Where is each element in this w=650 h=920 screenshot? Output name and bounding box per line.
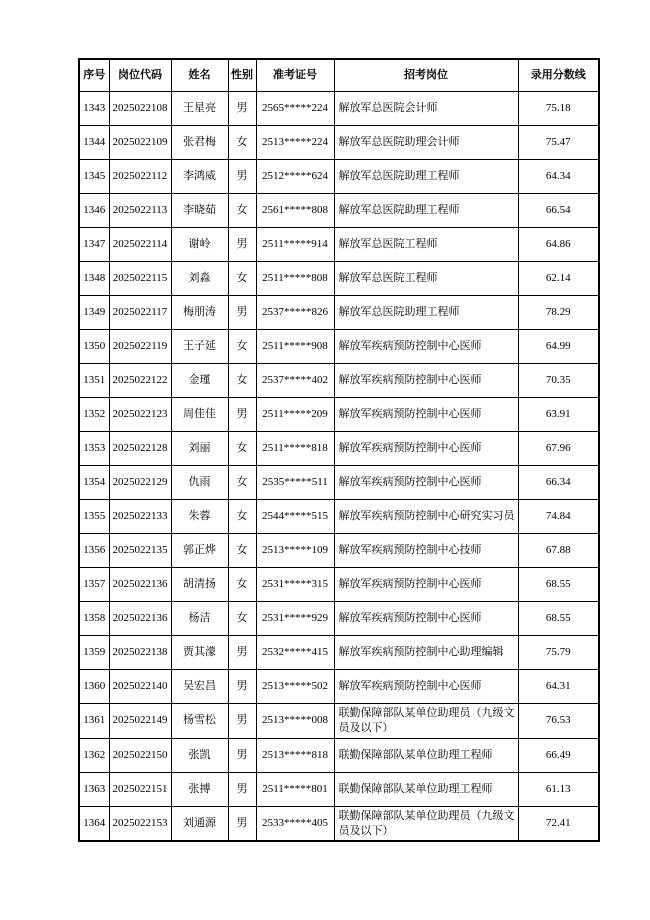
cell-gender: 男 [228, 670, 256, 704]
cell-serial: 1351 [79, 364, 109, 398]
table-row [79, 330, 599, 364]
cell-score: 64.34 [518, 160, 599, 194]
cell-score: 67.88 [518, 534, 599, 568]
cell-position-code: 2025022119 [109, 330, 171, 364]
table-row [79, 432, 599, 466]
cell-score: 70.35 [518, 364, 599, 398]
cell-serial: 1363 [79, 772, 109, 806]
cell-position: 解放军疾病预防控制中心医师 [334, 568, 518, 602]
cell-score: 75.47 [518, 126, 599, 160]
cell-position: 解放军总医院工程师 [334, 262, 518, 296]
cell-exam-number: 2535*****511 [256, 466, 334, 500]
cell-position-code: 2025022135 [109, 534, 171, 568]
header-score-line: 录用分数线 [518, 59, 599, 92]
cell-name: 张君梅 [171, 126, 228, 160]
table-row [79, 262, 599, 296]
cell-name: 谢岭 [171, 228, 228, 262]
cell-position: 解放军疾病预防控制中心医师 [334, 398, 518, 432]
cell-gender: 女 [228, 500, 256, 534]
cell-position: 解放军疾病预防控制中心医师 [334, 670, 518, 704]
cell-score: 63.91 [518, 398, 599, 432]
cell-position-code: 2025022140 [109, 670, 171, 704]
cell-gender: 男 [228, 398, 256, 432]
cell-position-code: 2025022138 [109, 636, 171, 670]
cell-position-code: 2025022112 [109, 160, 171, 194]
cell-score: 78.29 [518, 296, 599, 330]
cell-serial: 1359 [79, 636, 109, 670]
cell-exam-number: 2511*****808 [256, 262, 334, 296]
cell-exam-number: 2513*****818 [256, 738, 334, 772]
cell-serial: 1348 [79, 262, 109, 296]
header-gender: 性别 [228, 59, 256, 92]
cell-score: 67.96 [518, 432, 599, 466]
cell-position: 联勤保障部队某单位助理工程师 [334, 738, 518, 772]
cell-name: 王子延 [171, 330, 228, 364]
cell-serial: 1349 [79, 296, 109, 330]
header-name: 姓名 [171, 59, 228, 92]
cell-position-code: 2025022153 [109, 806, 171, 841]
cell-name: 杨雪松 [171, 704, 228, 739]
cell-exam-number: 2511*****801 [256, 772, 334, 806]
cell-exam-number: 2511*****908 [256, 330, 334, 364]
cell-name: 梅朋涛 [171, 296, 228, 330]
cell-position: 解放军疾病预防控制中心助理编辑 [334, 636, 518, 670]
cell-gender: 女 [228, 466, 256, 500]
cell-gender: 男 [228, 296, 256, 330]
cell-position-code: 2025022108 [109, 92, 171, 126]
cell-gender: 男 [228, 636, 256, 670]
cell-gender: 女 [228, 330, 256, 364]
cell-gender: 女 [228, 534, 256, 568]
cell-name: 胡清扬 [171, 568, 228, 602]
cell-position-code: 2025022150 [109, 738, 171, 772]
cell-position-code: 2025022115 [109, 262, 171, 296]
table-row [79, 500, 599, 534]
cell-score: 66.54 [518, 194, 599, 228]
cell-gender: 女 [228, 262, 256, 296]
cell-exam-number: 2537*****402 [256, 364, 334, 398]
cell-position: 联勤保障部队某单位助理员（九级文员及以下） [334, 704, 518, 739]
cell-serial: 1344 [79, 126, 109, 160]
cell-position-code: 2025022129 [109, 466, 171, 500]
cell-position: 解放军总医院助理工程师 [334, 160, 518, 194]
cell-exam-number: 2532*****415 [256, 636, 334, 670]
cell-score: 68.55 [518, 602, 599, 636]
cell-serial: 1346 [79, 194, 109, 228]
cell-exam-number: 2531*****315 [256, 568, 334, 602]
cell-exam-number: 2531*****929 [256, 602, 334, 636]
cell-name: 杨洁 [171, 602, 228, 636]
cell-gender: 女 [228, 364, 256, 398]
cell-exam-number: 2511*****914 [256, 228, 334, 262]
cell-exam-number: 2533*****405 [256, 806, 334, 841]
cell-serial: 1343 [79, 92, 109, 126]
cell-score: 64.86 [518, 228, 599, 262]
cell-serial: 1350 [79, 330, 109, 364]
cell-gender: 男 [228, 228, 256, 262]
cell-score: 68.55 [518, 568, 599, 602]
cell-exam-number: 2513*****109 [256, 534, 334, 568]
cell-position: 解放军总医院会计师 [334, 92, 518, 126]
table-row [79, 772, 599, 806]
cell-position-code: 2025022149 [109, 704, 171, 739]
cell-gender: 男 [228, 704, 256, 739]
cell-position-code: 2025022123 [109, 398, 171, 432]
cell-position-code: 2025022113 [109, 194, 171, 228]
cell-name: 刘淼 [171, 262, 228, 296]
cell-score: 66.49 [518, 738, 599, 772]
cell-score: 64.31 [518, 670, 599, 704]
table-row [79, 806, 599, 841]
cell-exam-number: 2561*****808 [256, 194, 334, 228]
cell-position-code: 2025022109 [109, 126, 171, 160]
cell-gender: 女 [228, 194, 256, 228]
cell-position: 解放军疾病预防控制中心研究实习员 [334, 500, 518, 534]
table-row [79, 228, 599, 262]
cell-serial: 1347 [79, 228, 109, 262]
cell-position-code: 2025022114 [109, 228, 171, 262]
cell-name: 吴宏昌 [171, 670, 228, 704]
cell-position-code: 2025022151 [109, 772, 171, 806]
cell-position: 联勤保障部队某单位助理员（九级文员及以下） [334, 806, 518, 841]
cell-serial: 1361 [79, 704, 109, 739]
cell-name: 李鸿威 [171, 160, 228, 194]
table-row [79, 568, 599, 602]
cell-exam-number: 2511*****209 [256, 398, 334, 432]
cell-gender: 男 [228, 738, 256, 772]
cell-position: 解放军疾病预防控制中心医师 [334, 330, 518, 364]
recruitment-score-table [78, 58, 600, 842]
table-row [79, 670, 599, 704]
cell-score: 72.41 [518, 806, 599, 841]
cell-position-code: 2025022117 [109, 296, 171, 330]
table-row [79, 364, 599, 398]
cell-name: 王星亮 [171, 92, 228, 126]
cell-score: 74.84 [518, 500, 599, 534]
cell-position-code: 2025022136 [109, 568, 171, 602]
header-exam-number: 准考证号 [256, 59, 334, 92]
cell-score: 61.13 [518, 772, 599, 806]
header-position: 招考岗位 [334, 59, 518, 92]
cell-gender: 女 [228, 602, 256, 636]
cell-position: 联勤保障部队某单位助理工程师 [334, 772, 518, 806]
cell-position: 解放军疾病预防控制中心医师 [334, 466, 518, 500]
cell-name: 张搏 [171, 772, 228, 806]
table-row [79, 534, 599, 568]
cell-serial: 1354 [79, 466, 109, 500]
cell-position-code: 2025022136 [109, 602, 171, 636]
table-row [79, 602, 599, 636]
cell-name: 贾其濛 [171, 636, 228, 670]
table-row [79, 704, 599, 739]
cell-exam-number: 2511*****818 [256, 432, 334, 466]
cell-exam-number: 2565*****224 [256, 92, 334, 126]
cell-name: 李晓茹 [171, 194, 228, 228]
cell-serial: 1352 [79, 398, 109, 432]
cell-serial: 1360 [79, 670, 109, 704]
cell-gender: 男 [228, 772, 256, 806]
table-row [79, 194, 599, 228]
cell-exam-number: 2537*****826 [256, 296, 334, 330]
cell-position-code: 2025022128 [109, 432, 171, 466]
cell-exam-number: 2544*****515 [256, 500, 334, 534]
cell-score: 75.18 [518, 92, 599, 126]
header-row [79, 59, 599, 92]
cell-serial: 1356 [79, 534, 109, 568]
cell-name: 张凯 [171, 738, 228, 772]
cell-serial: 1357 [79, 568, 109, 602]
cell-gender: 女 [228, 432, 256, 466]
cell-position: 解放军疾病预防控制中心医师 [334, 364, 518, 398]
cell-score: 76.53 [518, 704, 599, 739]
cell-exam-number: 2513*****224 [256, 126, 334, 160]
cell-serial: 1353 [79, 432, 109, 466]
cell-position: 解放军疾病预防控制中心技师 [334, 534, 518, 568]
table-row [79, 92, 599, 126]
cell-position: 解放军总医院助理工程师 [334, 194, 518, 228]
header-serial: 序号 [79, 59, 109, 92]
cell-position: 解放军总医院助理会计师 [334, 126, 518, 160]
cell-position: 解放军疾病预防控制中心医师 [334, 602, 518, 636]
cell-name: 金瑾 [171, 364, 228, 398]
cell-position: 解放军总医院工程师 [334, 228, 518, 262]
cell-gender: 女 [228, 126, 256, 160]
table-row [79, 160, 599, 194]
cell-position-code: 2025022133 [109, 500, 171, 534]
table-row [79, 126, 599, 160]
cell-serial: 1345 [79, 160, 109, 194]
cell-name: 周佳佳 [171, 398, 228, 432]
cell-exam-number: 2513*****008 [256, 704, 334, 739]
table-row [79, 296, 599, 330]
cell-score: 66.34 [518, 466, 599, 500]
cell-position: 解放军总医院助理工程师 [334, 296, 518, 330]
header-position-code: 岗位代码 [109, 59, 171, 92]
table-row [79, 466, 599, 500]
cell-serial: 1364 [79, 806, 109, 841]
table-row [79, 398, 599, 432]
table-row [79, 636, 599, 670]
cell-exam-number: 2512*****624 [256, 160, 334, 194]
cell-gender: 男 [228, 160, 256, 194]
cell-name: 郭正烨 [171, 534, 228, 568]
cell-score: 64.99 [518, 330, 599, 364]
cell-position-code: 2025022122 [109, 364, 171, 398]
cell-name: 刘丽 [171, 432, 228, 466]
cell-serial: 1355 [79, 500, 109, 534]
cell-score: 62.14 [518, 262, 599, 296]
cell-gender: 女 [228, 568, 256, 602]
cell-position: 解放军疾病预防控制中心医师 [334, 432, 518, 466]
cell-exam-number: 2513*****502 [256, 670, 334, 704]
cell-score: 75.79 [518, 636, 599, 670]
table-row [79, 738, 599, 772]
cell-name: 刘通源 [171, 806, 228, 841]
table-body [79, 92, 599, 842]
cell-gender: 男 [228, 92, 256, 126]
cell-name: 朱蓉 [171, 500, 228, 534]
cell-gender: 男 [228, 806, 256, 841]
cell-serial: 1362 [79, 738, 109, 772]
cell-serial: 1358 [79, 602, 109, 636]
cell-name: 仇雨 [171, 466, 228, 500]
